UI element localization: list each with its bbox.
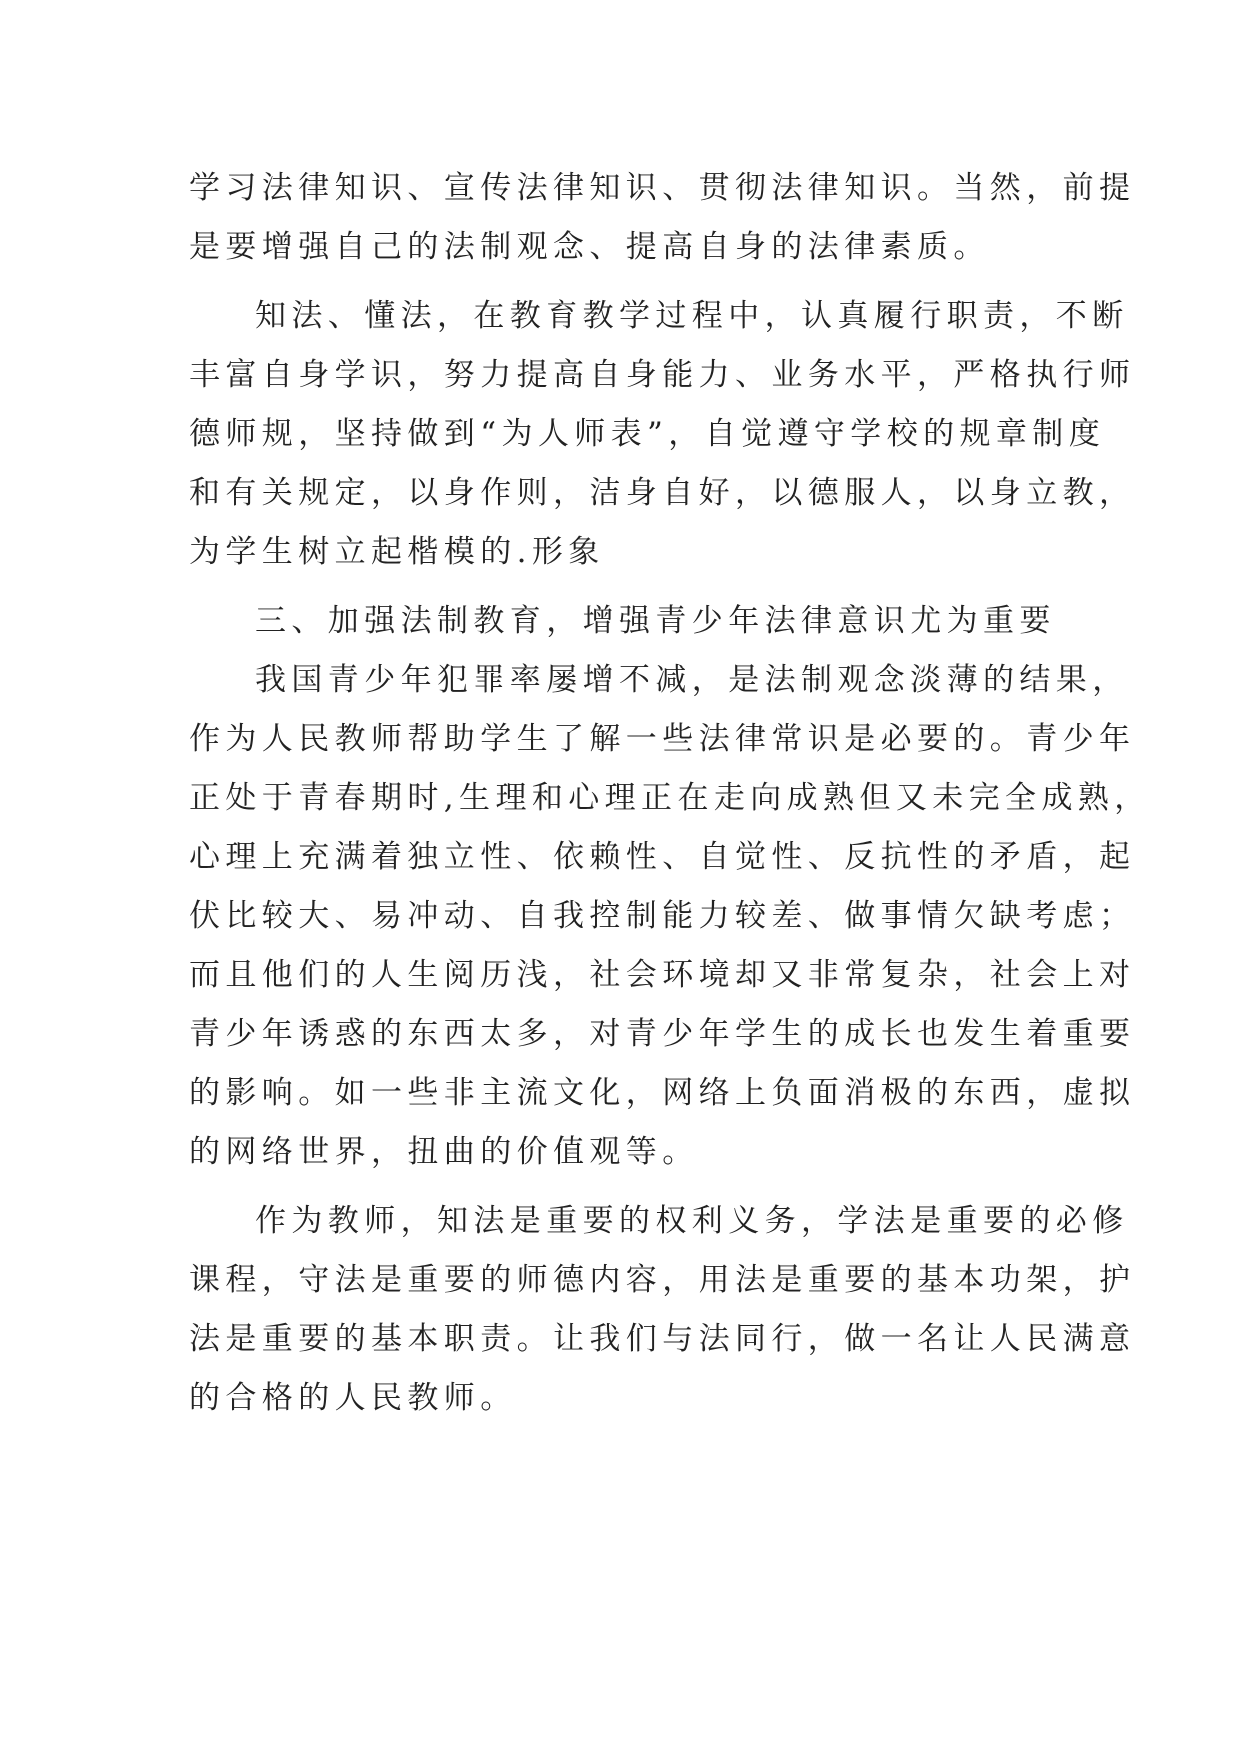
text-line: 正处于青春期时,生理和心理正在走向成熟但又未完全成熟， (189, 780, 1151, 816)
text-line: 学习法律知识、宣传法律知识、贯彻法律知识。当然，前提 (189, 170, 1136, 206)
text-line: 是要增强自己的法制观念、提高自身的法律素质。 (189, 229, 990, 265)
text-line: 为学生树立起楷模的.形象 (189, 534, 605, 570)
text-line: 我国青少年犯罪率屡增不减，是法制观念淡薄的结果， (255, 662, 1129, 698)
text-line: 和有关规定，以身作则，洁身自好，以德服人，以身立教， (189, 475, 1136, 511)
text-line: 作为教师，知法是重要的权利义务，学法是重要的必修 (255, 1203, 1129, 1239)
paragraph-gap (189, 582, 1051, 592)
document-body (189, 159, 1151, 1428)
text-line: 课程，守法是重要的师德内容，用法是重要的基本功架，护 (189, 1262, 1136, 1298)
text-line: 丰富自身学识，努力提高自身能力、业务水平，严格执行师 (189, 357, 1136, 393)
text-line: 心理上充满着独立性、依赖性、自觉性、反抗性的矛盾，起 (189, 839, 1136, 875)
text-line: 的合格的人民教师。 (189, 1380, 517, 1416)
text-line: 法是重要的基本职责。让我们与法同行，做一名让人民满意 (189, 1321, 1136, 1357)
paragraph (189, 159, 1136, 277)
text-line: 青少年诱惑的东西太多，对青少年学生的成长也发生着重要 (189, 1016, 1136, 1052)
text-line: 的网络世界，扭曲的价值观等。 (189, 1134, 699, 1170)
heading-line: 三、加强法制教育，增强青少年法律意识尤为重要 (255, 603, 1056, 639)
text-line: 作为人民教师帮助学生了解一些法律常识是必要的。青少年 (189, 721, 1136, 757)
paragraph-gap (189, 1182, 1051, 1192)
paragraph (189, 287, 1136, 582)
text-line: 德师规，坚持做到“为人师表”，自觉遵守学校的规章制度 (189, 416, 1106, 452)
section-heading (189, 592, 1056, 651)
paragraph-gap (189, 277, 1051, 287)
text-line: 伏比较大、易冲动、自我控制能力较差、做事情欠缺考虑； (189, 898, 1136, 934)
paragraph (189, 1192, 1136, 1428)
text-line: 知法、懂法，在教育教学过程中，认真履行职责，不断 (255, 298, 1129, 334)
paragraph (189, 651, 1151, 1182)
text-line: 而且他们的人生阅历浅，社会环境却又非常复杂，社会上对 (189, 957, 1136, 993)
text-line: 的影响。如一些非主流文化，网络上负面消极的东西，虚拟 (189, 1075, 1136, 1111)
